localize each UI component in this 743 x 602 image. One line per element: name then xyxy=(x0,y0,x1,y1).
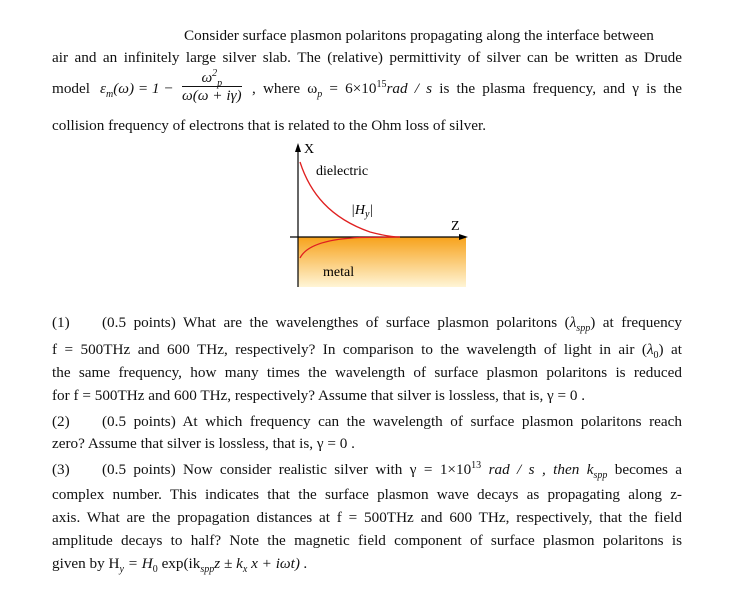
intro-line-2: air and an infinitely large silver slab. The (relative) permittivity of silver can be written as Drude xyxy=(52,49,682,66)
intro-line-4: collision frequency of electrons that is related to the Ohm loss of silver. xyxy=(52,117,486,134)
question-1-line-2: f = 500THz and 600 THz, respectively? In comparison to the wavelength of light in air $(\lambda_0)$ at xyxy=(52,341,682,362)
field-magnitude-label: $|H_y|$ xyxy=(351,203,374,220)
question-1-number: (1) xyxy=(52,314,70,331)
drude-formula-line xyxy=(52,67,682,110)
spp-field-figure xyxy=(280,138,480,293)
metal-label: metal xyxy=(323,265,355,280)
question-3-number: (3) xyxy=(52,461,70,478)
question-3-line-4: amplitude decays to half? Note the magnetic field component of surface plasmon polaritons is xyxy=(52,532,682,549)
question-3-line-3: axis. What are the propagation distances at f = 500THz and 600 THz, respectively, that the field xyxy=(52,509,682,526)
question-1-line-4: for f = 500THz and 600 THz, respectively? Assume that silver is lossless, that is, γ = 0 . xyxy=(52,387,586,404)
question-1-line-3: the same frequency, how many times the wavelength of surface plasmon polaritons is reduced xyxy=(52,364,682,381)
eps-lhs: $\varepsilon_m(\omega) = 1$ − xyxy=(100,80,174,101)
x-axis-label: X xyxy=(304,142,315,157)
x-axis-arrow xyxy=(295,143,301,152)
drude-fraction xyxy=(182,67,242,105)
document-page: Consider surface plasmon polaritons propagating along the interface between air and an infinitely large silver slab. The (relative) permittivity of silver can be written as Drude model $\varepsilon_m(\omega) = 1$ − $\frac{\omega^2_p}{\omega(\omega + i\gamma)}$ , where $\omega_p = 6\times 10^{15}rad / s$ is the plasma frequency, and γ is the collision frequency of electrons that is related to the Ohm loss of silver. X dielectric $|H_y|$ Z metal (1) (0.5 points) What are the wavelengthes of surface plasmon polaritons $(\lambda_{spp})$ at frequency f = 500THz and 600 THz, respectively? In comparison to the wavelength of light in air $(\lambda_0)$ at the same frequency, how many times the wavelength of surface plasmon polaritons is reduced for f = 500THz and 600 THz, respectively? Assume that silver is lossless, that is, γ = 0 . (2) (0.5 points) At which frequency can the wavelength of surface plasmon polaritons reach zero? Assume that silver is lossless, that is, γ = 0 . (3) (0.5 points) Now consider realistic silver with $\gamma = 1\times 10^{13}$ rad / s , then $k_{spp}$ becomes a complex number. This indicates that the surface plasmon wave decays as propagating along z- axis. What are the propagation distances at f = 500THz and 600 THz, respectively, that the field amplitude decays to half? Note the magnetic field component of surface plasmon polaritons is given by $H_y = H_0$ $\exp(ik_{spp}z \pm k_x$ x + iωt) . xyxy=(52,27,683,576)
plasma-frequency-text: , where $\omega_p = 6\times 10^{15}rad / s$ is the plasma frequency, and γ is the xyxy=(252,78,682,101)
fraction-numerator: $\omega^2_p$ xyxy=(182,70,242,87)
intro-line-1: Consider surface plasmon polaritons propagating along the interface between xyxy=(184,27,654,44)
question-2-line-2: zero? Assume that silver is lossless, that is, γ = 0 . xyxy=(52,435,355,452)
model-prefix: model xyxy=(52,80,90,97)
question-2-number: (2) xyxy=(52,413,70,430)
fraction-denominator: ω(ω + iγ) xyxy=(182,87,242,104)
question-3-line-2: complex number. This indicates that the surface plasmon wave decays as propagating along z- xyxy=(52,486,682,503)
dielectric-label: dielectric xyxy=(316,164,369,179)
z-axis-label: Z xyxy=(451,219,460,234)
question-3-line-5: given by $H_y = H_0$ $\exp(ik_{spp}z \pm k_x$ x + iωt) . xyxy=(52,555,308,576)
